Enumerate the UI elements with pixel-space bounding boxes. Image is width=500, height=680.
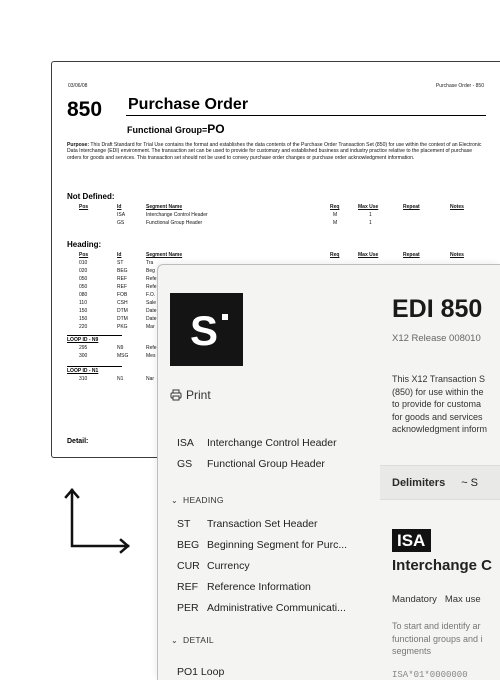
segment-id: BEG	[177, 538, 200, 551]
description-line: for goods and services	[392, 411, 483, 422]
sidebar-item-gs[interactable]	[177, 453, 367, 474]
transaction-description	[392, 373, 500, 436]
row-name: F.O.	[146, 292, 156, 298]
print-button[interactable]	[170, 388, 211, 402]
row-pos: 080	[79, 292, 88, 298]
doc-fg-label: Functional Group=	[127, 125, 208, 135]
sidebar-item-po1-loop[interactable]	[177, 661, 367, 680]
row-pos: 310	[79, 376, 88, 382]
row-pos: 010	[79, 260, 88, 266]
logo-letter: S	[190, 307, 219, 354]
sidebar-detail-items	[177, 661, 367, 680]
row-id: REF	[117, 276, 127, 282]
row-name: Mar	[146, 324, 155, 330]
segment-description-line: segments	[392, 646, 432, 656]
row-pos: 150	[79, 316, 88, 322]
section-label: DETAIL	[183, 635, 214, 645]
doc-header-row	[68, 83, 484, 89]
row-name: Refe	[146, 276, 157, 282]
segment-badge: ISA	[392, 529, 431, 552]
segment-id: ST	[177, 517, 191, 530]
loop-label: PO1 Loop	[177, 665, 225, 678]
row-pos: 150	[79, 308, 88, 314]
segment-description-line: functional groups and i	[392, 633, 483, 644]
doc-loop-n9-label: LOOP ID - N9	[67, 335, 122, 343]
segment-description-line: To start and identify ar	[392, 621, 481, 631]
doc-transaction-code: 850	[67, 98, 103, 121]
description-line: acknowledgment inform	[392, 424, 488, 434]
row-id: FOB	[117, 292, 128, 298]
printer-icon	[170, 389, 182, 401]
description-line: (850) for use within the	[392, 386, 484, 397]
stedi-logo	[170, 293, 243, 366]
row-name: Functional Group Header	[146, 220, 203, 226]
row-max: 1	[369, 212, 372, 218]
col-req: Req	[330, 204, 340, 210]
row-pos: 020	[79, 268, 88, 274]
segment-id: ISA	[177, 436, 194, 449]
col-id: Id	[117, 252, 122, 258]
description-line: to provide for customa	[392, 399, 482, 409]
section-label: HEADING	[183, 495, 224, 505]
row-id: ISA	[117, 212, 126, 218]
segment-id: PER	[177, 601, 199, 614]
row-pos: 050	[79, 284, 88, 290]
col-repeat: Repeat	[403, 252, 420, 258]
doc-detail-label: Detail:	[67, 438, 89, 445]
doc-not-defined-label: Not Defined:	[67, 192, 115, 201]
doc-date: 03/06/08	[68, 83, 88, 89]
row-pos: 110	[79, 300, 87, 306]
row-id: N1	[117, 376, 124, 382]
max-use-label: Max use	[444, 594, 481, 605]
sidebar-section-heading[interactable]	[171, 495, 224, 505]
table-row	[67, 220, 497, 228]
row-name: Date	[146, 316, 157, 322]
doc-purpose-text: This Draft Standard for Trial Use contains the format and establishes the data contents of the Purchase Order Transaction Set (850) for use within the context of an Electronic Data Interchange (EDI) environment. The transaction set can be used to provide for customary and established business and industry practice relative to the placement of purchase orders for goods and services. This transaction set should not be used to convey purchase order changes or purchase order acknowledgment information.	[67, 142, 482, 161]
row-max: 1	[369, 220, 372, 226]
doc-fg-value: PO	[207, 122, 225, 136]
doc-title: Purchase Order	[126, 96, 486, 116]
table-row	[67, 212, 497, 220]
col-id: Id	[117, 204, 122, 210]
modern-spec-panel	[157, 264, 500, 680]
row-name: Interchange Control Header	[146, 212, 208, 218]
table-header-row	[67, 252, 497, 260]
row-id: N9	[117, 345, 124, 351]
segment-id: REF	[177, 580, 198, 593]
row-pos: 220	[79, 324, 88, 330]
segment-id: CUR	[177, 559, 200, 572]
row-id: GS	[117, 220, 125, 226]
row-id: CSH	[117, 300, 128, 306]
col-repeat: Repeat	[403, 204, 420, 210]
col-notes: Notes	[450, 252, 464, 258]
col-pos: Pos	[79, 204, 89, 210]
row-name: Nar	[146, 376, 155, 382]
doc-not-defined-table	[67, 204, 497, 228]
page-title: EDI 850	[392, 295, 483, 323]
segment-label: Interchange Control Header	[207, 436, 337, 449]
row-id: ST	[117, 260, 124, 266]
segment-id: GS	[177, 457, 193, 470]
sidebar-item-ref[interactable]	[177, 576, 367, 597]
segment-usage	[392, 594, 481, 605]
sidebar-heading-segments	[177, 513, 367, 618]
row-id: BEG	[117, 268, 128, 274]
doc-heading-label: Heading:	[67, 240, 102, 249]
delimiters-bar[interactable]	[380, 465, 500, 500]
row-pos: 295	[79, 345, 88, 351]
row-name: Tra	[146, 260, 154, 266]
segment-label: Functional Group Header	[207, 457, 325, 470]
segment-label: Administrative Communicati...	[207, 601, 346, 614]
row-pos: 050	[79, 276, 88, 282]
segment-label: Reference Information	[207, 580, 311, 593]
row-name: Date	[146, 308, 157, 314]
release-label: X12 Release 008010	[392, 333, 481, 344]
col-name: Segment Name	[146, 204, 183, 210]
col-max: Max Use	[358, 204, 379, 210]
sidebar-item-isa[interactable]	[177, 432, 367, 453]
chevron-down-icon: ⌄	[171, 495, 179, 505]
row-req: M	[333, 212, 338, 218]
chevron-down-icon: ⌄	[171, 635, 179, 645]
delimiters-value: ~ S	[461, 476, 479, 489]
segment-label: Beginning Segment for Purc...	[207, 538, 348, 551]
doc-purpose	[67, 142, 487, 161]
col-name: Segment Name	[146, 252, 183, 258]
sidebar-top-segments	[177, 432, 367, 474]
row-name: Mes	[146, 353, 156, 359]
sidebar-section-detail[interactable]	[171, 635, 214, 645]
segment-label: Currency	[207, 559, 250, 572]
mandatory-label: Mandatory	[392, 594, 437, 605]
row-id: REF	[117, 284, 127, 290]
print-label: Print	[186, 388, 211, 402]
col-max: Max Use	[358, 252, 379, 258]
segment-example-code: ISA*01*0000000	[392, 670, 468, 680]
row-name: Sale	[146, 300, 157, 306]
sidebar-item-st[interactable]	[177, 513, 367, 534]
description-line: This X12 Transaction S	[392, 374, 486, 384]
corner-arrow-icon	[60, 480, 140, 565]
sidebar-item-beg[interactable]	[177, 534, 367, 555]
main-content	[392, 265, 500, 680]
row-id: MSG	[117, 353, 129, 359]
row-name: Refe	[146, 345, 157, 351]
doc-header-right: Purchase Order - 850	[435, 83, 484, 89]
row-name: Beg	[146, 268, 155, 274]
segment-label: Transaction Set Header	[207, 517, 318, 530]
sidebar-item-per[interactable]	[177, 597, 367, 618]
col-pos: Pos	[79, 252, 89, 258]
doc-purpose-label: Purpose:	[67, 142, 90, 148]
table-header-row	[67, 204, 497, 212]
row-id: DTM	[117, 316, 128, 322]
segment-description	[392, 620, 500, 658]
doc-loop-n1-label: LOOP ID - N1	[67, 366, 122, 374]
col-req: Req	[330, 252, 340, 258]
sidebar-item-cur[interactable]	[177, 555, 367, 576]
row-pos: 300	[79, 353, 88, 359]
col-notes: Notes	[450, 204, 464, 210]
row-id: DTM	[117, 308, 128, 314]
row-id: PKG	[117, 324, 128, 330]
row-req: M	[333, 220, 338, 226]
logo-dot	[222, 314, 228, 320]
row-name: Refe	[146, 284, 157, 290]
delimiters-label: Delimiters	[392, 476, 446, 489]
doc-functional-group	[127, 122, 225, 136]
segment-title: Interchange C	[392, 557, 493, 574]
